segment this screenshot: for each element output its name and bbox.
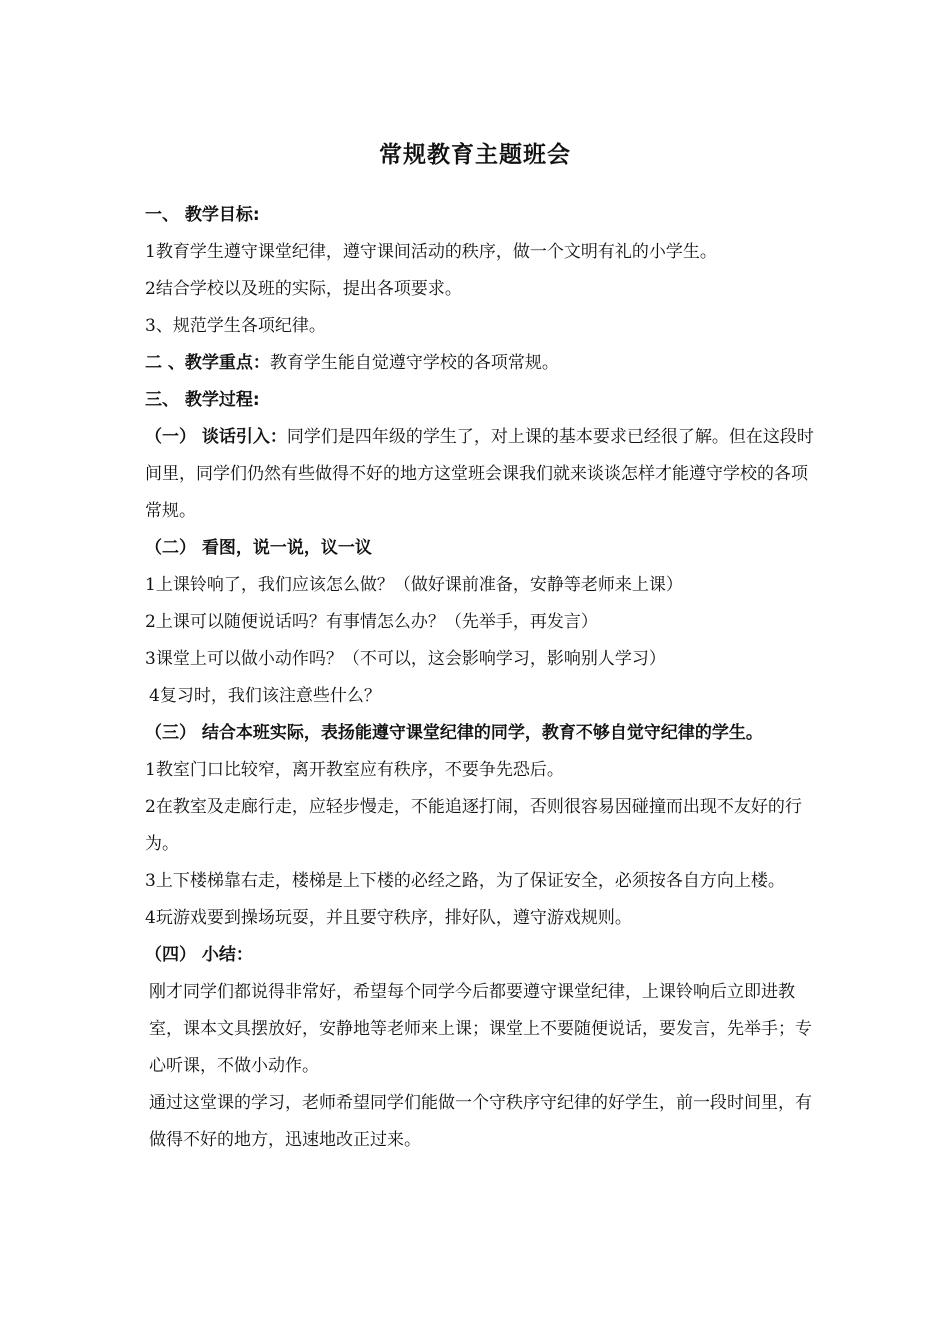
part-intro: [145, 419, 815, 530]
summary-paragraph: 刚才同学们都说得非常好，希望每个同学今后都要遵守课堂纪律，上课铃响后立即进教室，课本文具摆放好，安静地等老师来上课；课堂上不要随便说话，要发言，先举手；专心听课，不做小动作。: [149, 982, 812, 1076]
question-item: 4复习时，我们该注意些什么？: [149, 686, 381, 706]
rule-item: 3上下楼梯靠右走，楼梯是上下楼的必经之路，为了保证安全，必须按各自方向上楼。: [145, 871, 785, 891]
goal-item: 3、规范学生各项纪律。: [145, 316, 326, 336]
rule-item: 4玩游戏要到操场玩耍，并且要守秩序，排好队，遵守游戏规则。: [145, 908, 632, 928]
part-heading-class: （三） 结合本班实际，表扬能遵守课堂纪律的同学，教育不够自觉守纪律的学生。: [145, 723, 763, 743]
section-heading-key-point: 二 、教学重点：: [145, 353, 270, 373]
rule-item: 2在教室及走廊行走，应轻步慢走，不能追逐打闹，否则很容易因碰撞而出现不友好的行为。: [145, 797, 802, 854]
document-title: 常规教育主题班会: [379, 142, 571, 168]
question-item: 1上课铃响了，我们应该怎么做？（做好课前准备，安静等老师来上课）: [145, 575, 683, 595]
part-intro-text: 同学们是四年级的学生了，对上课的基本要求已经很了解。但在这段时间里，同学们仍然有些做得不好的地方这堂班会课我们就来谈谈怎样才能遵守学校的各项常规。: [145, 427, 814, 521]
document-body: [145, 197, 815, 1159]
question-item: 3课堂上可以做小动作吗？（不可以，这会影响学习，影响别人学习）: [145, 649, 666, 669]
key-point-text: 教育学生能自觉遵守学校的各项常规。: [269, 353, 559, 373]
question-item: 2上课可以随便说话吗？有事情怎么办？（先举手，再发言）: [145, 612, 598, 632]
section-key-point: [145, 345, 815, 382]
part-heading-summary: （四） 小结：: [145, 945, 253, 965]
section-heading-goals: 一、 教学目标:: [145, 205, 260, 225]
section-heading-process: 三、 教学过程:: [145, 390, 260, 410]
part-heading-pictures: （二） 看图，说一说，议一议: [145, 538, 372, 558]
goal-item: 1教育学生遵守课堂纪律，遵守课间活动的秩序，做一个文明有礼的小学生。: [145, 242, 717, 262]
goal-item: 2结合学校以及班的实际，提出各项要求。: [145, 279, 462, 299]
part-heading-intro: （一） 谈话引入：: [145, 427, 287, 447]
summary-paragraph: 通过这堂课的学习，老师希望同学们能做一个守秩序守纪律的好学生，前一段时间里，有做得不好的地方，迅速地改正过来。: [149, 1093, 812, 1150]
rule-item: 1教室门口比较窄，离开教室应有秩序，不要争先恐后。: [145, 760, 564, 780]
